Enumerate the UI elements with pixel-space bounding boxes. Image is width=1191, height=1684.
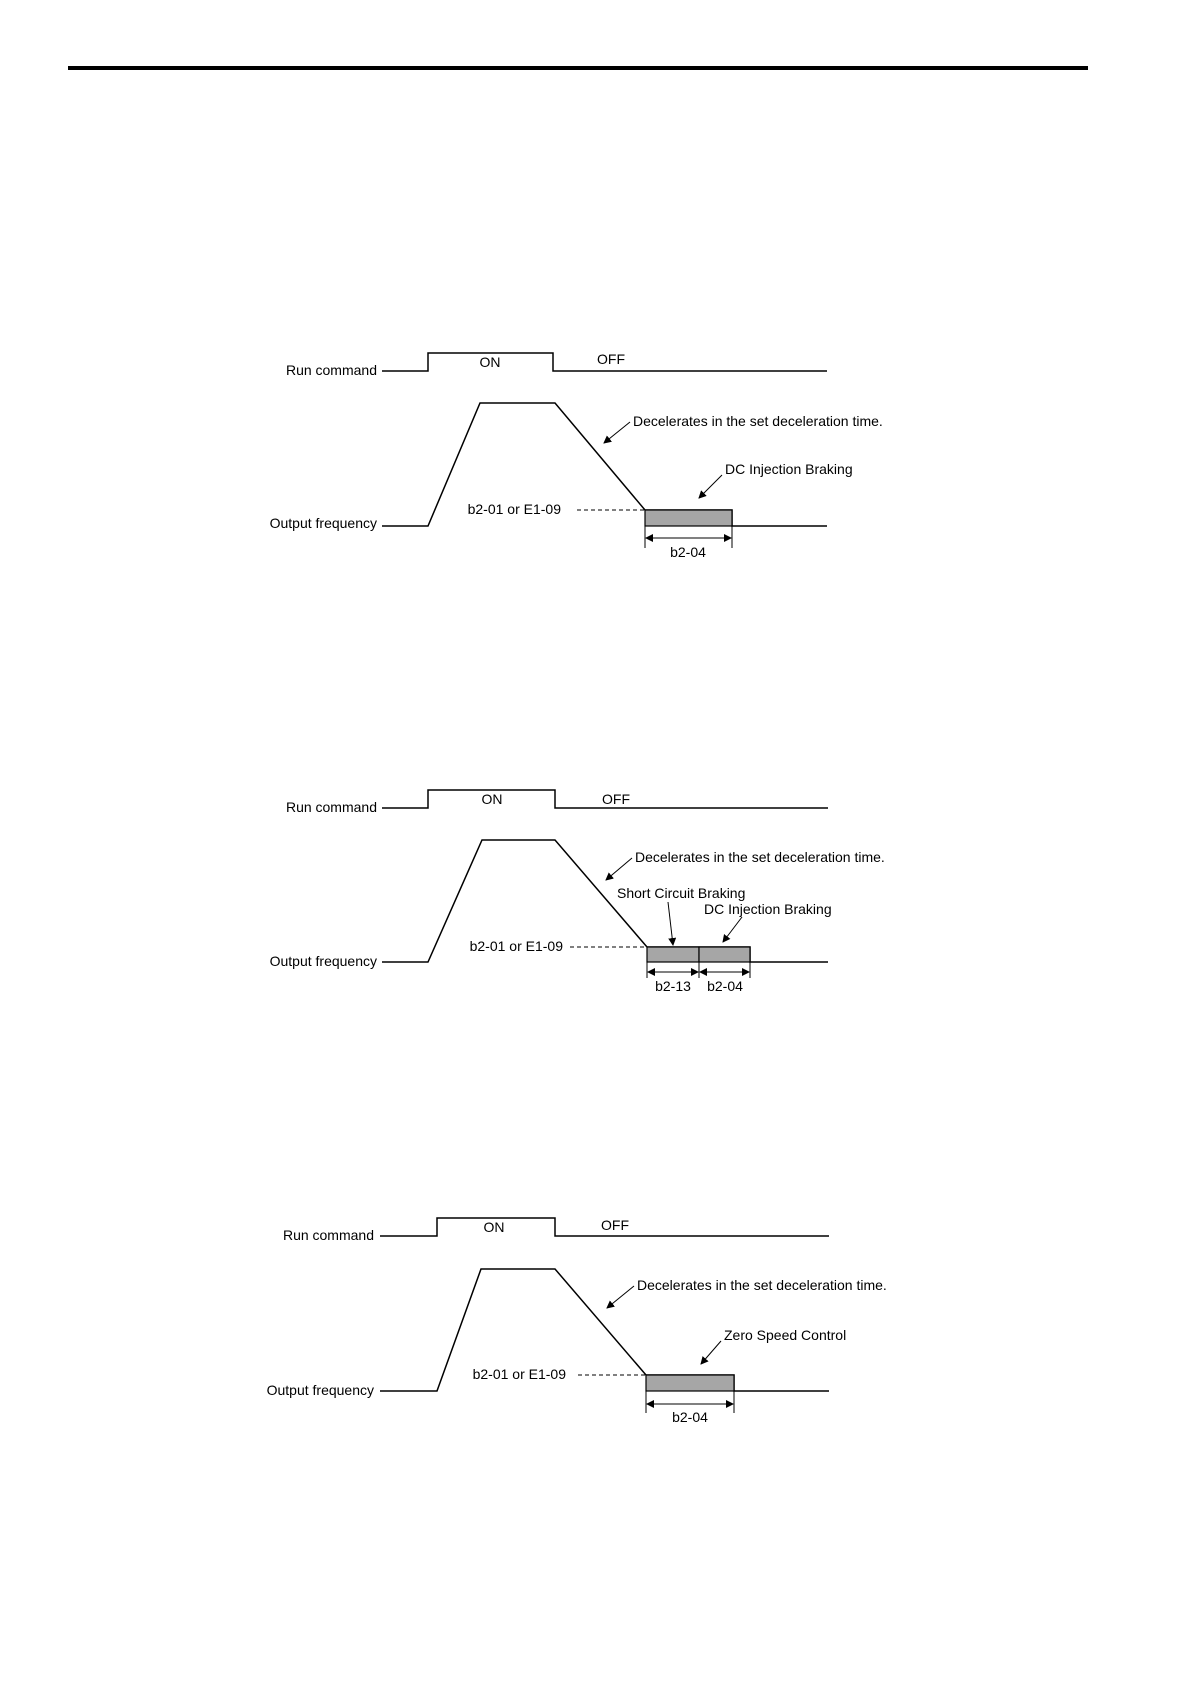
deceleration-note: Decelerates in the set deceleration time. xyxy=(635,849,885,865)
on-label: ON xyxy=(481,791,503,807)
short-circuit-braking-arrow xyxy=(668,902,673,945)
deceleration-arrow xyxy=(604,422,630,443)
output-frequency-label: Output frequency xyxy=(266,1382,374,1398)
header-rule xyxy=(68,66,1088,70)
threshold-label: b2-01 or E1-09 xyxy=(469,938,563,954)
b2-04-label: b2-04 xyxy=(707,978,743,994)
deceleration-note: Decelerates in the set deceleration time. xyxy=(633,413,883,429)
off-label: OFF xyxy=(602,791,630,807)
zero-speed-control-block xyxy=(646,1375,734,1391)
output-frequency-label: Output frequency xyxy=(269,515,377,531)
dc-injection-braking-block xyxy=(645,510,732,526)
timing-diagram-zero-speed xyxy=(0,1200,1191,1430)
short-circuit-braking-block xyxy=(647,947,699,962)
b2-04-label: b2-04 xyxy=(672,1409,708,1425)
output-frequency-label: Output frequency xyxy=(269,953,377,969)
zero-speed-control-arrow xyxy=(701,1341,721,1364)
timing-diagram-dc-injection xyxy=(0,330,1191,560)
zero-speed-control-label: Zero Speed Control xyxy=(724,1327,847,1343)
dc-injection-braking-arrow xyxy=(723,917,742,942)
b2-04-label: b2-04 xyxy=(670,544,706,560)
timing-diagram-short-circuit xyxy=(0,770,1191,1000)
dc-injection-braking-label: DC Injection Braking xyxy=(725,461,853,477)
dc-injection-braking-block xyxy=(699,947,750,962)
on-label: ON xyxy=(479,354,501,370)
threshold-label: b2-01 or E1-09 xyxy=(472,1366,566,1382)
deceleration-arrow xyxy=(607,1286,634,1308)
on-label: ON xyxy=(483,1219,505,1235)
b2-13-label: b2-13 xyxy=(655,978,691,994)
threshold-label: b2-01 or E1-09 xyxy=(467,501,561,517)
dc-injection-braking-arrow xyxy=(699,475,722,498)
deceleration-note: Decelerates in the set deceleration time. xyxy=(637,1277,887,1293)
off-label: OFF xyxy=(601,1217,629,1233)
dc-injection-braking-label: DC Injection Braking xyxy=(704,901,832,917)
deceleration-arrow xyxy=(606,858,632,880)
run-command-label: Run command xyxy=(282,1227,374,1243)
short-circuit-braking-label: Short Circuit Braking xyxy=(617,885,746,901)
off-label: OFF xyxy=(597,351,625,367)
run-command-label: Run command xyxy=(285,362,377,378)
run-command-label: Run command xyxy=(285,799,377,815)
